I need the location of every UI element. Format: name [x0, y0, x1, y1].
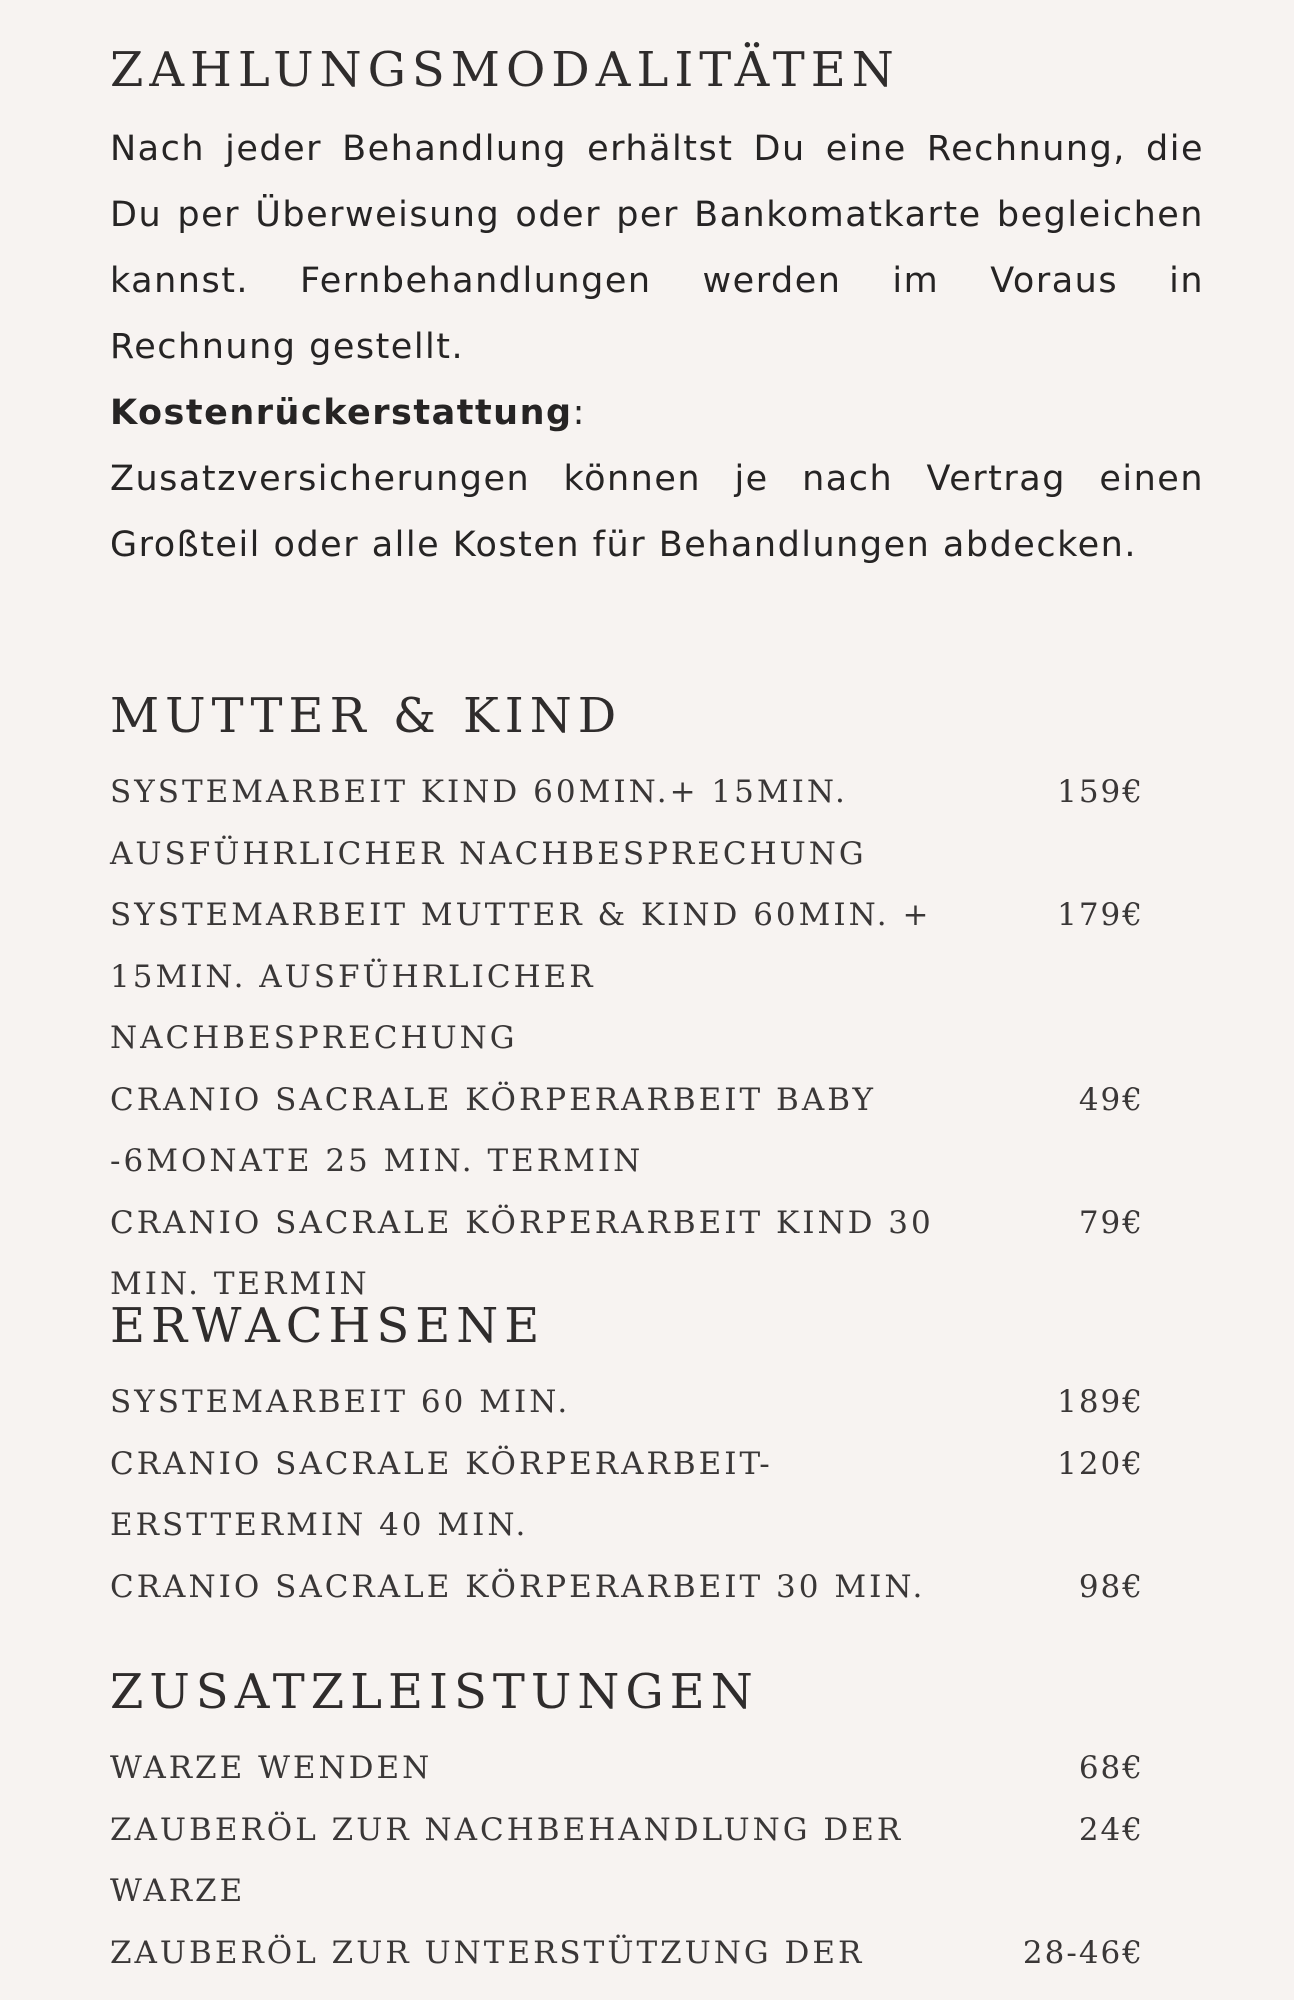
refund-label: Kostenrückerstattung	[110, 393, 573, 433]
price-row	[110, 885, 1144, 1070]
refund-heading	[110, 380, 1204, 446]
item-price: 159€	[1057, 774, 1144, 810]
item-name: WARZE WENDEN	[110, 1750, 433, 1786]
item-name: SYSTEMARBEIT MUTTER & KIND 60MIN. + 15MIN. AUSFÜHRLICHER NACHBESPRECHUNG	[110, 897, 932, 1056]
erwachsene-price-list	[110, 1372, 1144, 1618]
item-price: 49€	[1078, 1081, 1144, 1118]
price-row	[110, 1372, 1144, 1434]
item-price: 79€	[1078, 1204, 1144, 1241]
item-price: 120€	[1057, 1445, 1144, 1482]
item-name: CRANIO SACRALE KÖRPERARBEIT BABY -6MONATE 25 MIN. TERMIN	[110, 1081, 876, 1179]
refund-text: Zusatzversicherungen können je nach Vertrag einen Großteil oder alle Kosten für Behandlungen abdecken.	[110, 459, 1204, 565]
item-name: CRANIO SACRALE KÖRPERARBEIT- ERSTTERMIN 40 MIN.	[110, 1445, 773, 1543]
zusatzleistungen-price-list	[110, 1738, 1144, 1984]
payment-block	[110, 116, 1204, 578]
item-price: 68€	[1078, 1750, 1144, 1786]
price-row	[110, 1557, 1144, 1619]
payment-text: Nach jeder Behandlung erhältst Du eine Rechnung, die Du per Überweisung oder per Bankomatkarte begleichen kannst. Fernbehandlungen werden im Voraus in Rechnung gestellt.	[110, 129, 1204, 367]
item-price: 28-46€	[1022, 1934, 1144, 1971]
erwachsene-title: ERWACHSENE	[110, 1298, 546, 1354]
item-price: 179€	[1057, 897, 1144, 933]
item-name: CRANIO SACRALE KÖRPERARBEIT 30 MIN.	[110, 1568, 926, 1605]
item-name: ZAUBERÖL ZUR UNTERSTÜTZUNG DER	[110, 1934, 865, 1971]
mutter-kind-price-list	[110, 762, 1144, 1316]
item-price: 98€	[1078, 1568, 1144, 1605]
zusatzleistungen-title: ZUSATZLEISTUNGEN	[110, 1664, 759, 1720]
item-price: 24€	[1078, 1811, 1144, 1848]
item-name: SYSTEMARBEIT 60 MIN.	[110, 1384, 571, 1420]
item-price: 189€	[1057, 1384, 1144, 1420]
payment-title: ZAHLUNGSMODALITÄTEN	[110, 42, 900, 98]
refund-colon: :	[572, 393, 586, 433]
price-row	[110, 762, 1144, 885]
price-row	[110, 1070, 1144, 1193]
item-name: ZAUBERÖL ZUR NACHBEHANDLUNG DER WARZE	[110, 1811, 904, 1909]
item-name: CRANIO SACRALE KÖRPERARBEIT KIND 30 MIN. TERMIN	[110, 1204, 934, 1302]
item-name: SYSTEMARBEIT KIND 60MIN.+ 15MIN. AUSFÜHRLICHER NACHBESPRECHUNG	[110, 774, 867, 872]
price-row	[110, 1800, 1144, 1923]
price-row	[110, 1923, 1144, 1985]
price-row	[110, 1434, 1144, 1557]
price-row	[110, 1738, 1144, 1800]
mutter-kind-title: MUTTER & KIND	[110, 688, 623, 744]
